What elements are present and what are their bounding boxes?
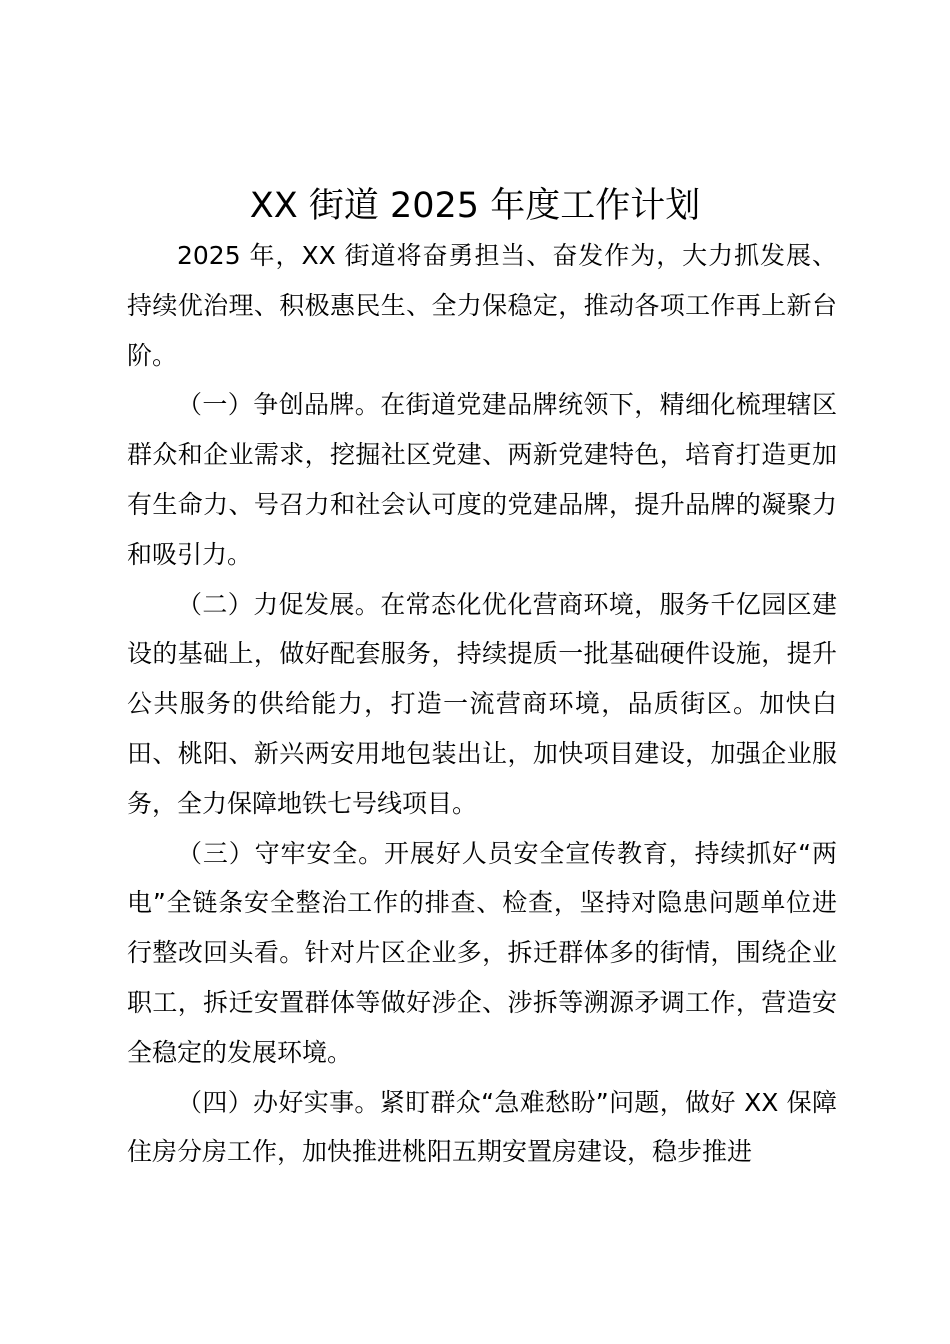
document-title: XX 街道 2025 年度工作计划 <box>249 186 701 226</box>
paragraph-brand: （一）争创品牌。在街道党建品牌统领下，精细化梳理辖区群众和企业需求，挖掘社区党建、两新党建特色，培育打造更加有生命力、号召力和社会认可度的党建品牌，提升品牌的凝聚力和吸引力。 <box>127 390 837 569</box>
paragraph-safety: （三）守牢安全。开展好人员安全宣传教育，持续抓好“两电”全链条安全整治工作的排查、检查，坚持对隐患问题单位进行整改回头看。针对片区企业多，拆迁群体多的街情，围绕企业职工，拆迁安置群体等做好涉企、涉拆等溯源矛调工作，营造安全稳定的发展环境。 <box>127 838 837 1067</box>
document-body <box>127 231 837 1177</box>
intro-paragraph: 2025 年，XX 街道将奋勇担当、奋发作为，大力抓发展、持续优治理、积极惠民生、全力保稳定，推动各项工作再上新台阶。 <box>127 241 837 370</box>
paragraph-practical-affairs: （四）办好实事。紧盯群众“急难愁盼”问题，做好 XX 保障住房分房工作，加快推进桃阳五期安置房建设，稳步推进 <box>127 1087 837 1167</box>
paragraph-development: （二）力促发展。在常态化优化营商环境，服务千亿园区建设的基础上，做好配套服务，持续提质一批基础硬件设施，提升公共服务的供给能力，打造一流营商环境，品质街区。加快白田、桃阳、新兴两安用地包装出让，加快项目建设，加强企业服务，全力保障地铁七号线项目。 <box>127 589 837 818</box>
